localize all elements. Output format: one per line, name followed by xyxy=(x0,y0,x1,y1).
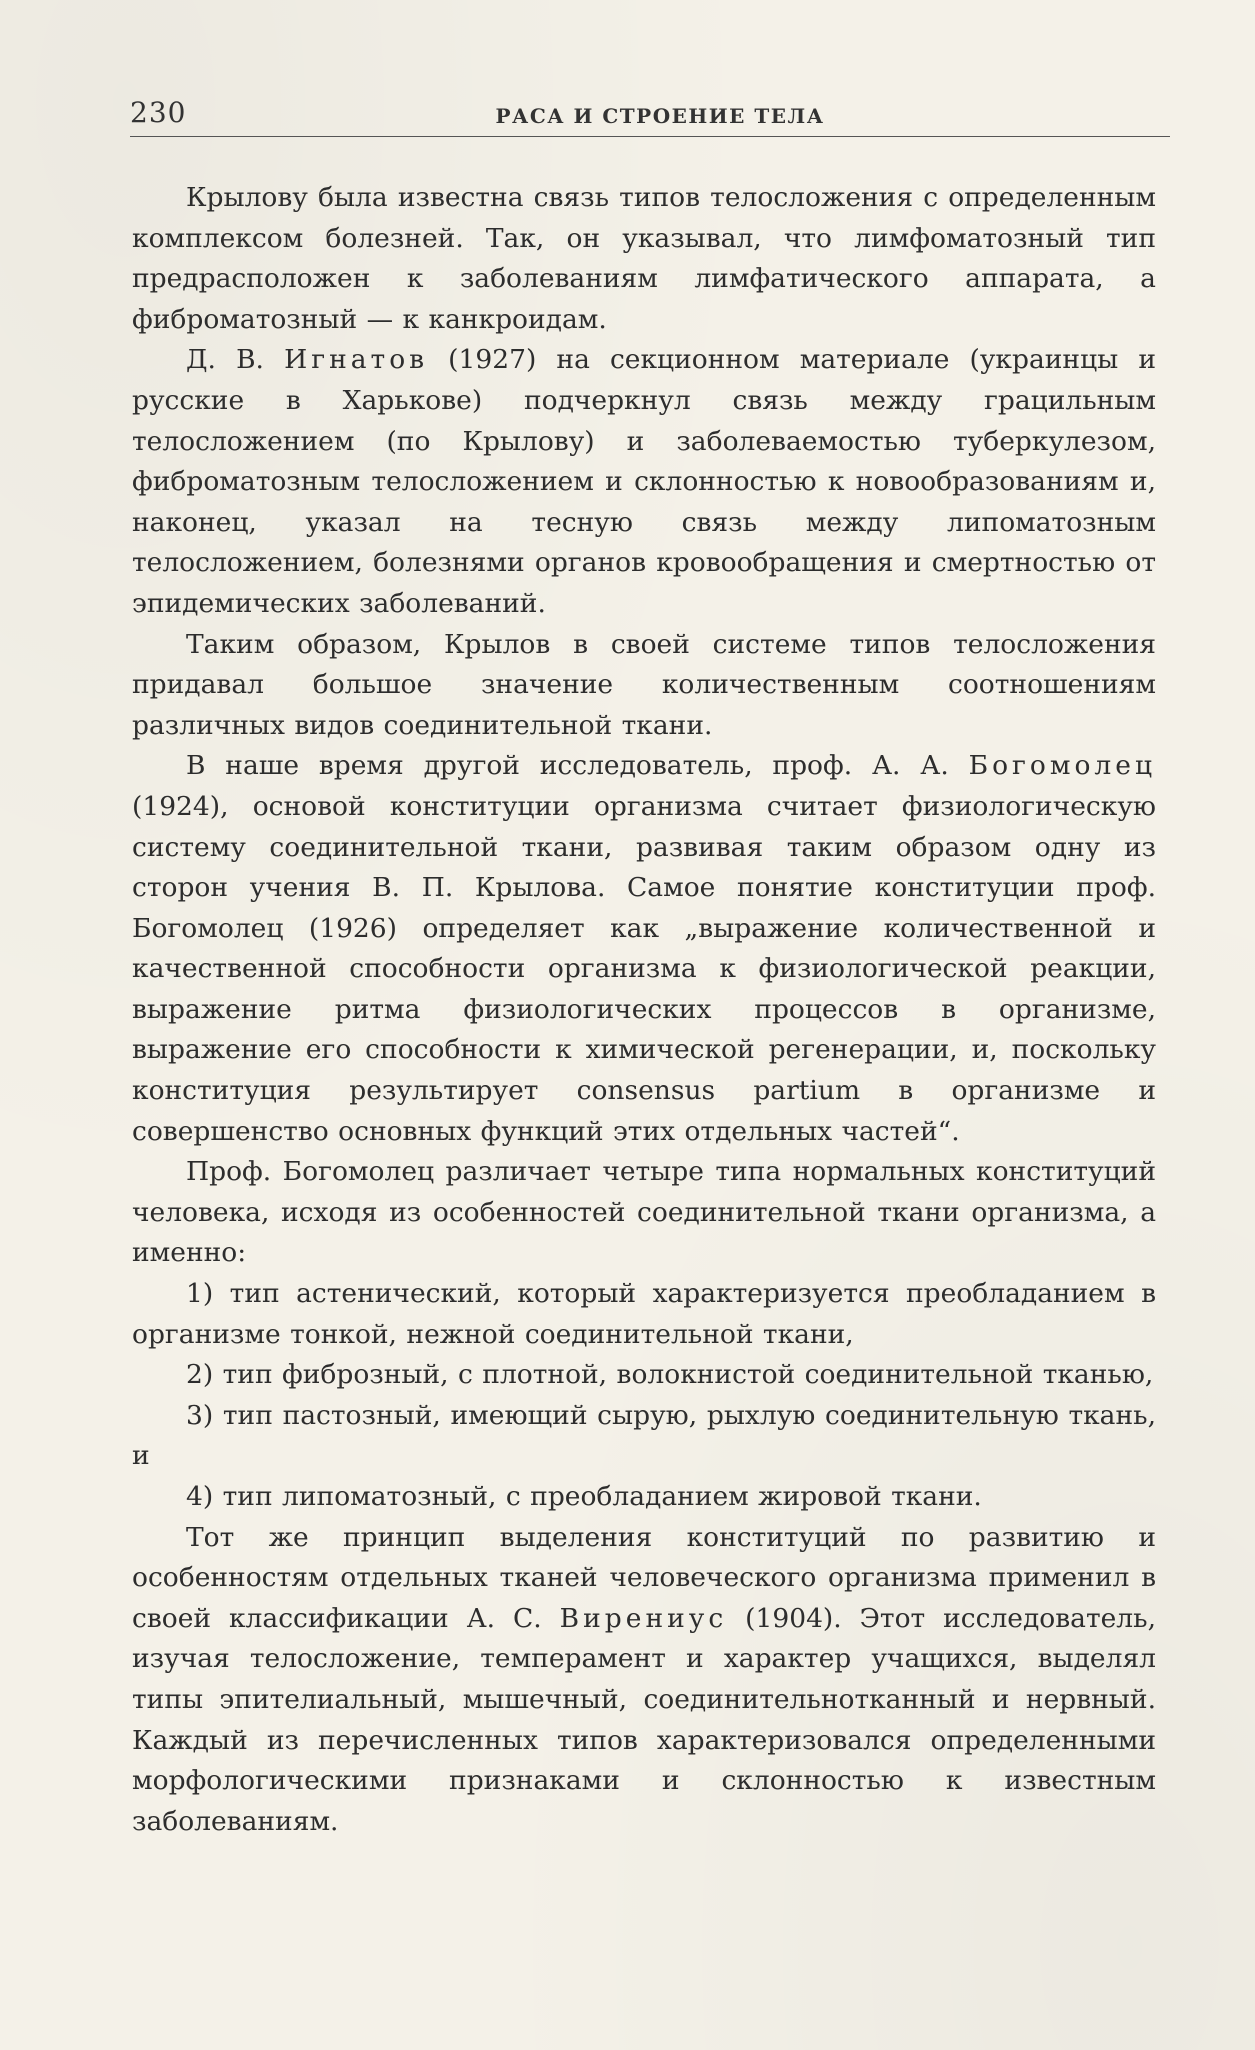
list-item-text: 2) тип фиброзный, с плотной, волокнистой соединительной тканью, xyxy=(186,1359,1154,1391)
paragraph xyxy=(132,178,1156,340)
paragraph xyxy=(132,625,1156,747)
list-item-text: 3) тип пастозный, имеющий сырую, рыхлую соединительную ткань, и xyxy=(132,1399,1156,1472)
page-number: 230 xyxy=(130,96,187,129)
list-item xyxy=(132,1274,1156,1355)
paragraph-text: Крылову была известна связь типов телосложения с определенным комплексом болезней. Так, он указывал, что лимфоматозный тип предрасположен к заболеваниям лимфатического аппарата, а фиброматозный — к канкроидам. xyxy=(132,182,1156,335)
running-title: РАСА И СТРОЕНИЕ ТЕЛА xyxy=(495,104,825,128)
paragraph-text: (1927) на секционном материале (украинцы и русские в Харькове) подчеркнул связь между грацильным телосложением (по Крылову) и заболеваемостью туберкулезом, фиброматозным телосложением и склонностью к новообразованиям и, наконец, указал на тесную связь между липоматозным телосложением, болезнями органов кровообращения и смертностью от эпидемических заболеваний. xyxy=(132,344,1156,619)
author-name: Вирениус xyxy=(559,1602,728,1634)
paragraph-text: Проф. Богомолец различает четыре типа нормальных конституций человека, исходя из особенностей соединительной ткани организма, а именно: xyxy=(132,1156,1156,1269)
paragraph xyxy=(132,1518,1156,1843)
body-text xyxy=(132,178,1156,1842)
page-header xyxy=(130,96,1170,137)
list-item xyxy=(132,1477,1156,1518)
author-name: Богомолец xyxy=(968,750,1156,782)
paragraph xyxy=(132,340,1156,624)
paragraph-text: Тот же принцип выделения конституций по развитию и особенностям отдельных тканей человеческого организма применил в своей классификации А. С. xyxy=(132,1521,1156,1634)
paragraph-text: В наше время другой исследователь, проф. А. А. xyxy=(186,750,969,782)
paragraph-text: Д. В. xyxy=(186,344,285,376)
paragraph xyxy=(132,1152,1156,1274)
author-name: Игнатов xyxy=(284,344,429,376)
list-item-text: 4) тип липоматозный, с преобладанием жировой ткани. xyxy=(186,1481,982,1512)
paragraph-text: Таким образом, Крылов в своей системе типов телосложения придавал большое значение количественным соотношениям различных видов соединительной ткани. xyxy=(132,628,1156,741)
list-item xyxy=(132,1396,1156,1477)
list-item-text: 1) тип астенический, который характеризуется преобладанием в организме тонкой, нежной соединительной ткани, xyxy=(132,1278,1156,1350)
list-item xyxy=(132,1355,1156,1396)
paragraph-text: (1904). Этот исследователь, изучая телосложение, темперамент и характер учащихся, выделял типы эпителиальный, мышечный, соединительнотканный и нервный. Каждый из перечисленных типов характеризовался определенными морфологическими признаками и склонностью к известным заболеваниям. xyxy=(132,1602,1156,1837)
paragraph xyxy=(132,746,1156,1152)
paragraph-text: (1924), основой конституции организма считает физиологическую систему соединительной ткани, развивая таким образом одну из сторон учения В. П. Крылова. Самое понятие конституции проф. Богомолец (1926) определяет как „выражение количественной и качественной способности организма к физиологической реакции, выражение ритма физиологических процессов в организме, выражение его способности к химической регенерации, и, поскольку конституция результирует consensus partium в организме и совершенство основных функций этих отдельных частей“. xyxy=(132,790,1156,1147)
